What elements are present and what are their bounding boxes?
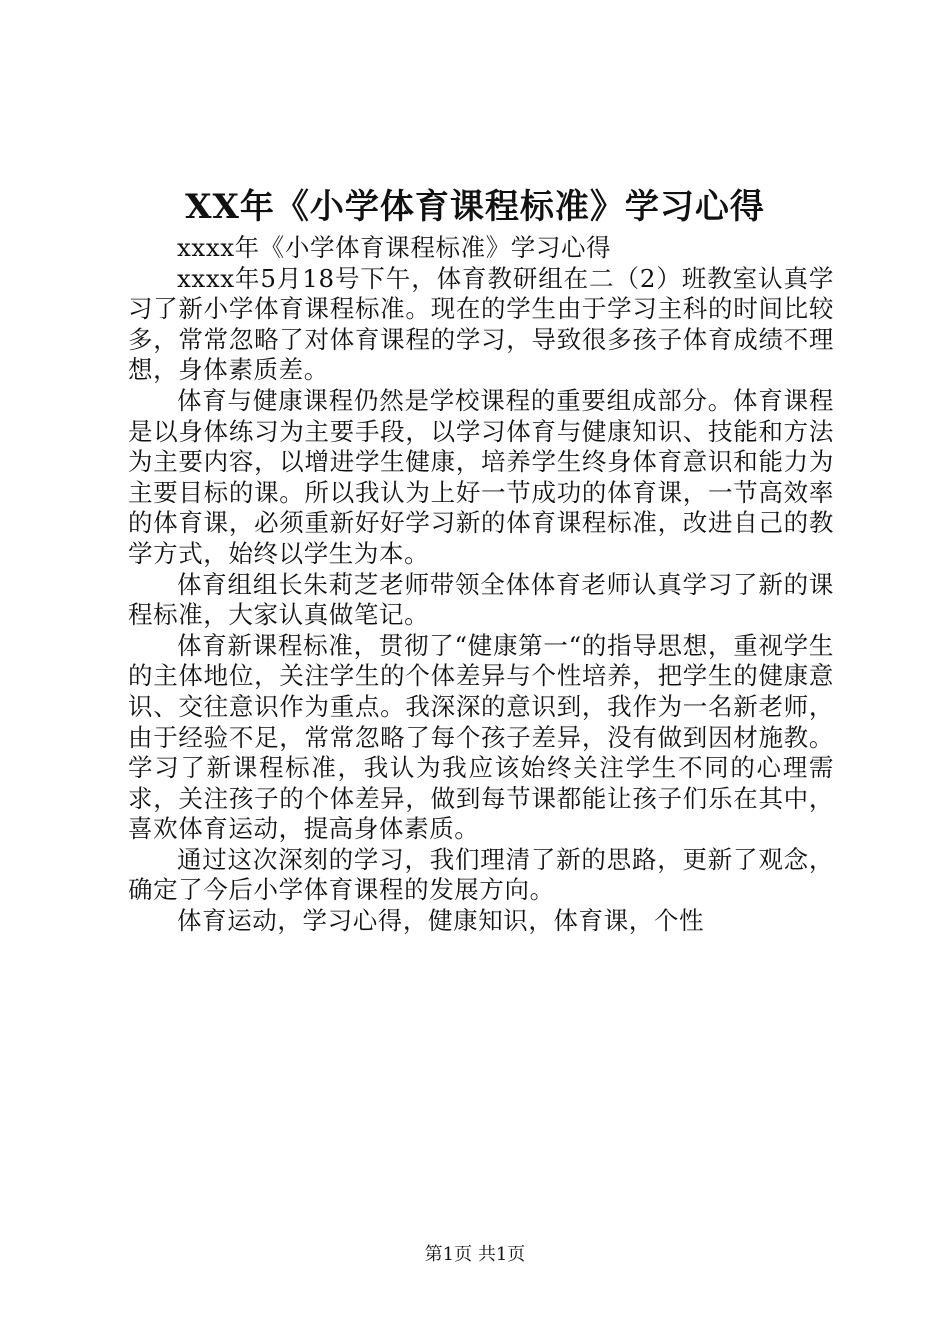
paragraph-group-leader: 体育组组长朱莉芝老师带领全体体育老师认真学习了新的课程标准，大家认真做笔记。 <box>128 569 834 630</box>
document-body <box>128 233 834 937</box>
page-footer: 第1页 共1页 <box>424 1244 526 1265</box>
document-title: XX年《小学体育课程标准》学习心得 <box>185 187 765 227</box>
paragraph-keywords: 体育运动，学习心得，健康知识，体育课，个性 <box>177 906 705 936</box>
paragraph-subtitle: xxxx年《小学体育课程标准》学习心得 <box>177 233 612 262</box>
paragraph-curriculum: 体育与健康课程仍然是学校课程的重要组成部分。体育课程是以身体练习为主要手段，以学习体育与健康知识、技能和方法为主要内容，以增进学生健康，培养学生终身体育意识和能力为主要目标的课。所以我认为上好一节成功的体育课，一节高效率的体育课，必须重新好好学习新的体育课程标准，改进自己的教学方式，始终以学生为本。 <box>128 385 834 568</box>
paragraph-conclusion: 通过这次深刻的学习，我们理清了新的思路，更新了观念，确定了今后小学体育课程的发展方向。 <box>128 844 834 905</box>
paragraph-new-standard: 体育新课程标准，贯彻了“健康第一“的指导思想，重视学生的主体地位，关注学生的个体差异与个性培养，把学生的健康意识、交往意识作为重点。我深深的意识到，我作为一名新老师，由于经验不足，常常忽略了每个孩子差异，没有做到因材施教。学习了新课程标准，我认为我应该始终关注学生不同的心理需求，关注孩子的个体差异，做到每节课都能让孩子们乐在其中，喜欢体育运动，提高身体素质。 <box>128 630 834 844</box>
paragraph-intro: xxxx年5月18号下午，体育教研组在二（2）班教室认真学习了新小学体育课程标准。现在的学生由于学习主科的时间比较多，常常忽略了对体育课程的学习，导致很多孩子体育成绩不理想，身体素质差。 <box>128 263 834 385</box>
